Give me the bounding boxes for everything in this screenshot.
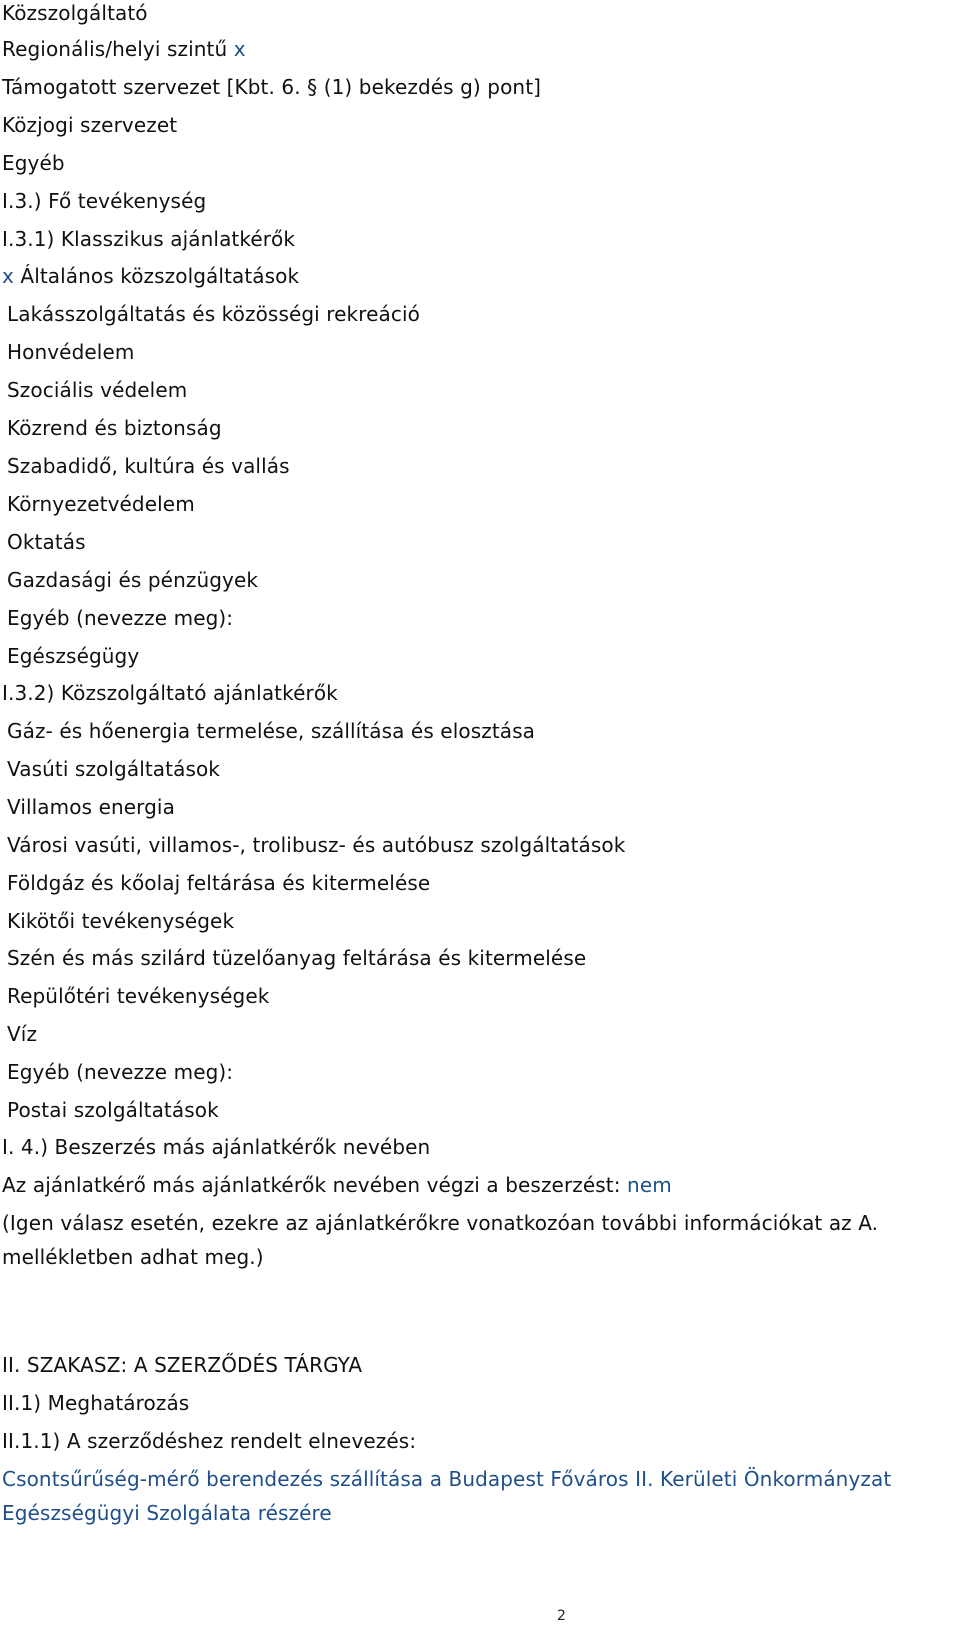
- classic-item-10: Egészségügy: [7, 644, 140, 668]
- classic-item-1: Lakásszolgáltatás és közösségi rekreáció: [7, 302, 420, 326]
- utility-item-2: Villamos energia: [7, 795, 175, 819]
- regional-label: Regionális/helyi szintű: [2, 37, 228, 61]
- line-beszerzes-question: [2, 1172, 672, 1198]
- classic-item-7: Oktatás: [7, 530, 86, 554]
- utility-item-7: Repülőtéri tevékenységek: [7, 984, 270, 1008]
- line-regionalis: [2, 36, 246, 62]
- contract-title: Csontsűrűség-mérő berendezés szállítása a Budapest Főváros II. Kerületi Önkormányzat Egészségügyi Szolgálata részére: [2, 1467, 892, 1525]
- beszerzes-answer: nem: [627, 1173, 672, 1197]
- classic-item-5: Szabadidő, kultúra és vallás: [7, 454, 290, 478]
- utility-item-8: Víz: [7, 1022, 38, 1046]
- utility-item-4: Földgáz és kőolaj feltárása és kitermelése: [7, 871, 431, 895]
- utility-item-10: Postai szolgáltatások: [7, 1098, 219, 1122]
- classic-item-9: Egyéb (nevezze meg):: [7, 606, 234, 630]
- line-egyeb: Egyéb: [2, 151, 65, 175]
- heading-kozszolgaltato: I.3.2) Közszolgáltató ajánlatkérők: [2, 681, 338, 705]
- heading-klasszikus: I.3.1) Klasszikus ajánlatkérők: [2, 227, 296, 251]
- heading-fo-tevekenyseg: I.3.) Fő tevékenység: [2, 189, 207, 213]
- utility-item-9: Egyéb (nevezze meg):: [7, 1060, 234, 1084]
- page-number: 2: [557, 1608, 566, 1624]
- utility-item-3: Városi vasúti, villamos-, trolibusz- és autóbusz szolgáltatások: [7, 833, 626, 857]
- classic-item-0: [2, 263, 299, 289]
- beszerzes-note: (Igen válasz esetén, ezekre az ajánlatkérőkre vonatkozóan további információkat az A. mellékletben adhat meg.): [2, 1211, 879, 1269]
- heading-beszerzes: I. 4.) Beszerzés más ajánlatkérők nevében: [2, 1135, 431, 1159]
- utility-item-6: Szén és más szilárd tüzelőanyag feltárása és kitermelése: [7, 946, 587, 970]
- classic-item-4: Közrend és biztonság: [7, 416, 222, 440]
- line-tamogatott: Támogatott szervezet [Kbt. 6. § (1) bekezdés g) pont]: [2, 75, 542, 99]
- heading-elnevezes: II.1.1) A szerződéshez rendelt elnevezés:: [2, 1429, 417, 1453]
- classic-item-6: Környezetvédelem: [7, 492, 195, 516]
- heading-szakasz-ii: II. SZAKASZ: A SZERZŐDÉS TÁRGYA: [2, 1353, 363, 1377]
- classic-item-3: Szociális védelem: [7, 378, 188, 402]
- classic-item-8: Gazdasági és pénzügyek: [7, 568, 259, 592]
- regional-mark: x: [233, 37, 246, 61]
- heading-meghatarozas: II.1) Meghatározás: [2, 1391, 190, 1415]
- utility-item-0: Gáz- és hőenergia termelése, szállítása és elosztása: [7, 719, 535, 743]
- classic-item-2: Honvédelem: [7, 340, 135, 364]
- beszerzes-question: Az ajánlatkérő más ajánlatkérők nevében végzi a beszerzést:: [2, 1173, 621, 1197]
- classic-mark: x: [2, 264, 14, 288]
- utility-item-1: Vasúti szolgáltatások: [7, 757, 220, 781]
- line-kozszolgaltato: Közszolgáltató: [2, 1, 148, 25]
- line-kozjogi: Közjogi szervezet: [2, 113, 178, 137]
- classic-item-0-label: Általános közszolgáltatások: [20, 264, 300, 288]
- utility-item-5: Kikötői tevékenységek: [7, 909, 235, 933]
